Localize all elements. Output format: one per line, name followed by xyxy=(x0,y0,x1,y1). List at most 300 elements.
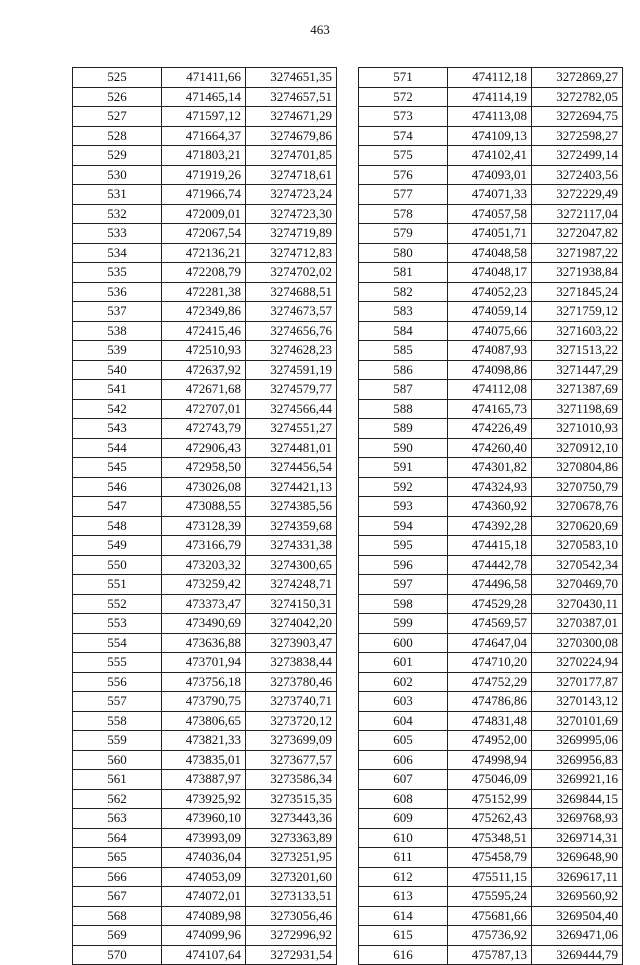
y-coordinate-cell: 3274331,38 xyxy=(246,536,337,556)
table-row xyxy=(359,87,623,107)
y-coordinate-cell: 3273251,95 xyxy=(246,848,337,868)
y-coordinate-cell: 3270678,76 xyxy=(532,497,623,517)
x-coordinate-cell: 472510,93 xyxy=(162,341,246,361)
point-number-cell: 562 xyxy=(73,789,162,809)
x-coordinate-cell: 474109,13 xyxy=(448,126,532,146)
y-coordinate-cell: 3273677,57 xyxy=(246,750,337,770)
table-row xyxy=(359,887,623,907)
table-row xyxy=(73,126,337,146)
table-row xyxy=(73,185,337,205)
point-number-cell: 587 xyxy=(359,380,448,400)
point-number-cell: 565 xyxy=(73,848,162,868)
x-coordinate-cell: 472906,43 xyxy=(162,438,246,458)
point-number-cell: 545 xyxy=(73,458,162,478)
y-coordinate-cell: 3274673,57 xyxy=(246,302,337,322)
y-coordinate-cell: 3274481,01 xyxy=(246,438,337,458)
y-coordinate-cell: 3273740,71 xyxy=(246,692,337,712)
x-coordinate-cell: 473756,18 xyxy=(162,672,246,692)
x-coordinate-cell: 474831,48 xyxy=(448,711,532,731)
table-row xyxy=(359,926,623,946)
table-row xyxy=(73,672,337,692)
table-row xyxy=(359,263,623,283)
x-coordinate-cell: 473993,09 xyxy=(162,828,246,848)
y-coordinate-cell: 3273056,46 xyxy=(246,906,337,926)
y-coordinate-cell: 3269995,06 xyxy=(532,731,623,751)
table-row xyxy=(73,516,337,536)
y-coordinate-cell: 3272931,54 xyxy=(246,945,337,965)
point-number-cell: 607 xyxy=(359,770,448,790)
table-row xyxy=(359,360,623,380)
point-number-cell: 558 xyxy=(73,711,162,731)
table-row xyxy=(73,282,337,302)
x-coordinate-cell: 474051,71 xyxy=(448,224,532,244)
y-coordinate-cell: 3271010,93 xyxy=(532,419,623,439)
point-number-cell: 555 xyxy=(73,653,162,673)
point-number-cell: 606 xyxy=(359,750,448,770)
point-number-cell: 549 xyxy=(73,536,162,556)
x-coordinate-cell: 474093,01 xyxy=(448,165,532,185)
y-coordinate-cell: 3274042,20 xyxy=(246,614,337,634)
point-number-cell: 576 xyxy=(359,165,448,185)
point-number-cell: 578 xyxy=(359,204,448,224)
x-coordinate-cell: 475511,15 xyxy=(448,867,532,887)
y-coordinate-cell: 3269956,83 xyxy=(532,750,623,770)
table-row xyxy=(73,945,337,965)
x-coordinate-cell: 473925,92 xyxy=(162,789,246,809)
y-coordinate-cell: 3274628,23 xyxy=(246,341,337,361)
point-number-cell: 541 xyxy=(73,380,162,400)
point-number-cell: 547 xyxy=(73,497,162,517)
x-coordinate-cell: 474415,18 xyxy=(448,536,532,556)
x-coordinate-cell: 474710,20 xyxy=(448,653,532,673)
table-row xyxy=(359,165,623,185)
y-coordinate-cell: 3269471,06 xyxy=(532,926,623,946)
x-coordinate-cell: 472281,38 xyxy=(162,282,246,302)
y-coordinate-cell: 3270750,79 xyxy=(532,477,623,497)
table-row xyxy=(73,477,337,497)
table-row xyxy=(73,770,337,790)
point-number-cell: 601 xyxy=(359,653,448,673)
y-coordinate-cell: 3273515,35 xyxy=(246,789,337,809)
point-number-cell: 560 xyxy=(73,750,162,770)
x-coordinate-cell: 473259,42 xyxy=(162,575,246,595)
x-coordinate-cell: 474786,86 xyxy=(448,692,532,712)
y-coordinate-cell: 3274248,71 xyxy=(246,575,337,595)
point-number-cell: 563 xyxy=(73,809,162,829)
table-row xyxy=(73,224,337,244)
point-number-cell: 528 xyxy=(73,126,162,146)
y-coordinate-cell: 3273720,12 xyxy=(246,711,337,731)
x-coordinate-cell: 473373,47 xyxy=(162,594,246,614)
table-row xyxy=(73,165,337,185)
y-coordinate-cell: 3274671,29 xyxy=(246,107,337,127)
table-row xyxy=(359,185,623,205)
table-row xyxy=(73,243,337,263)
point-number-cell: 530 xyxy=(73,165,162,185)
point-number-cell: 614 xyxy=(359,906,448,926)
table-row xyxy=(359,146,623,166)
point-number-cell: 611 xyxy=(359,848,448,868)
x-coordinate-cell: 472671,68 xyxy=(162,380,246,400)
table-row xyxy=(73,731,337,751)
y-coordinate-cell: 3273699,09 xyxy=(246,731,337,751)
table-row xyxy=(73,633,337,653)
x-coordinate-cell: 472136,21 xyxy=(162,243,246,263)
point-number-cell: 544 xyxy=(73,438,162,458)
x-coordinate-cell: 474071,33 xyxy=(448,185,532,205)
table-row xyxy=(359,399,623,419)
point-number-cell: 592 xyxy=(359,477,448,497)
table-row xyxy=(73,809,337,829)
y-coordinate-cell: 3269714,31 xyxy=(532,828,623,848)
table-row xyxy=(73,887,337,907)
y-coordinate-cell: 3274651,35 xyxy=(246,68,337,88)
y-coordinate-cell: 3270143,12 xyxy=(532,692,623,712)
y-coordinate-cell: 3270387,01 xyxy=(532,614,623,634)
y-coordinate-cell: 3273586,34 xyxy=(246,770,337,790)
y-coordinate-cell: 3272229,49 xyxy=(532,185,623,205)
x-coordinate-cell: 474057,58 xyxy=(448,204,532,224)
y-coordinate-cell: 3271387,69 xyxy=(532,380,623,400)
x-coordinate-cell: 474360,92 xyxy=(448,497,532,517)
point-number-cell: 533 xyxy=(73,224,162,244)
x-coordinate-cell: 472009,01 xyxy=(162,204,246,224)
x-coordinate-cell: 474075,66 xyxy=(448,321,532,341)
table-row xyxy=(359,692,623,712)
point-number-cell: 557 xyxy=(73,692,162,712)
point-number-cell: 586 xyxy=(359,360,448,380)
table-row xyxy=(359,711,623,731)
table-row xyxy=(359,282,623,302)
y-coordinate-cell: 3273363,89 xyxy=(246,828,337,848)
y-coordinate-cell: 3272782,05 xyxy=(532,87,623,107)
table-row xyxy=(73,68,337,88)
y-coordinate-cell: 3273903,47 xyxy=(246,633,337,653)
table-row xyxy=(73,750,337,770)
y-coordinate-cell: 3271845,24 xyxy=(532,282,623,302)
y-coordinate-cell: 3273838,44 xyxy=(246,653,337,673)
table-row xyxy=(359,302,623,322)
table-row xyxy=(359,321,623,341)
y-coordinate-cell: 3274579,77 xyxy=(246,380,337,400)
table-row xyxy=(73,906,337,926)
y-coordinate-cell: 3269560,92 xyxy=(532,887,623,907)
x-coordinate-cell: 475458,79 xyxy=(448,848,532,868)
table-row xyxy=(73,302,337,322)
point-number-cell: 579 xyxy=(359,224,448,244)
table-row xyxy=(73,497,337,517)
table-row xyxy=(359,809,623,829)
table-row xyxy=(359,945,623,965)
y-coordinate-cell: 3271759,12 xyxy=(532,302,623,322)
table-row xyxy=(359,633,623,653)
table-row xyxy=(73,653,337,673)
y-coordinate-cell: 3274657,51 xyxy=(246,87,337,107)
x-coordinate-cell: 474087,93 xyxy=(448,341,532,361)
y-coordinate-cell: 3270300,08 xyxy=(532,633,623,653)
x-coordinate-cell: 473835,01 xyxy=(162,750,246,770)
y-coordinate-cell: 3274701,85 xyxy=(246,146,337,166)
x-coordinate-cell: 471597,12 xyxy=(162,107,246,127)
table-row xyxy=(359,770,623,790)
x-coordinate-cell: 472208,79 xyxy=(162,263,246,283)
x-coordinate-cell: 473128,39 xyxy=(162,516,246,536)
x-coordinate-cell: 471966,74 xyxy=(162,185,246,205)
point-number-cell: 551 xyxy=(73,575,162,595)
x-coordinate-cell: 473636,88 xyxy=(162,633,246,653)
y-coordinate-cell: 3269504,40 xyxy=(532,906,623,926)
point-number-cell: 590 xyxy=(359,438,448,458)
point-number-cell: 608 xyxy=(359,789,448,809)
point-number-cell: 532 xyxy=(73,204,162,224)
y-coordinate-cell: 3270804,86 xyxy=(532,458,623,478)
x-coordinate-cell: 475348,51 xyxy=(448,828,532,848)
y-coordinate-cell: 3270583,10 xyxy=(532,536,623,556)
y-coordinate-cell: 3269648,90 xyxy=(532,848,623,868)
y-coordinate-cell: 3274719,89 xyxy=(246,224,337,244)
y-coordinate-cell: 3271513,22 xyxy=(532,341,623,361)
point-number-cell: 582 xyxy=(359,282,448,302)
x-coordinate-cell: 473203,32 xyxy=(162,555,246,575)
x-coordinate-cell: 474089,98 xyxy=(162,906,246,926)
point-number-cell: 567 xyxy=(73,887,162,907)
x-coordinate-cell: 473701,94 xyxy=(162,653,246,673)
point-number-cell: 525 xyxy=(73,68,162,88)
y-coordinate-cell: 3269444,79 xyxy=(532,945,623,965)
point-number-cell: 564 xyxy=(73,828,162,848)
table-row xyxy=(359,419,623,439)
table-row xyxy=(359,536,623,556)
x-coordinate-cell: 474113,08 xyxy=(448,107,532,127)
x-coordinate-cell: 474301,82 xyxy=(448,458,532,478)
point-number-cell: 616 xyxy=(359,945,448,965)
x-coordinate-cell: 474112,08 xyxy=(448,380,532,400)
y-coordinate-cell: 3274712,83 xyxy=(246,243,337,263)
point-number-cell: 612 xyxy=(359,867,448,887)
x-coordinate-cell: 473806,65 xyxy=(162,711,246,731)
point-number-cell: 531 xyxy=(73,185,162,205)
table-row xyxy=(359,789,623,809)
table-row xyxy=(359,380,623,400)
x-coordinate-cell: 473166,79 xyxy=(162,536,246,556)
point-number-cell: 610 xyxy=(359,828,448,848)
x-coordinate-cell: 474442,78 xyxy=(448,555,532,575)
x-coordinate-cell: 474998,94 xyxy=(448,750,532,770)
y-coordinate-cell: 3270912,10 xyxy=(532,438,623,458)
table-row xyxy=(73,360,337,380)
point-number-cell: 597 xyxy=(359,575,448,595)
x-coordinate-cell: 472958,50 xyxy=(162,458,246,478)
point-number-cell: 602 xyxy=(359,672,448,692)
point-number-cell: 542 xyxy=(73,399,162,419)
x-coordinate-cell: 474952,00 xyxy=(448,731,532,751)
y-coordinate-cell: 3273443,36 xyxy=(246,809,337,829)
y-coordinate-cell: 3274688,51 xyxy=(246,282,337,302)
point-number-cell: 571 xyxy=(359,68,448,88)
y-coordinate-cell: 3274656,76 xyxy=(246,321,337,341)
point-number-cell: 598 xyxy=(359,594,448,614)
coordinates-table-left xyxy=(72,67,337,965)
table-row xyxy=(359,477,623,497)
table-row xyxy=(73,419,337,439)
y-coordinate-cell: 3272403,56 xyxy=(532,165,623,185)
y-coordinate-cell: 3272869,27 xyxy=(532,68,623,88)
table-row xyxy=(73,926,337,946)
table-row xyxy=(73,399,337,419)
x-coordinate-cell: 474053,09 xyxy=(162,867,246,887)
page-number: 463 xyxy=(310,22,330,37)
point-number-cell: 588 xyxy=(359,399,448,419)
y-coordinate-cell: 3272499,14 xyxy=(532,146,623,166)
y-coordinate-cell: 3274551,27 xyxy=(246,419,337,439)
x-coordinate-cell: 473821,33 xyxy=(162,731,246,751)
table-row xyxy=(73,87,337,107)
point-number-cell: 540 xyxy=(73,360,162,380)
table-row xyxy=(73,146,337,166)
x-coordinate-cell: 474260,40 xyxy=(448,438,532,458)
table-row xyxy=(73,321,337,341)
table-row xyxy=(359,672,623,692)
x-coordinate-cell: 474048,17 xyxy=(448,263,532,283)
x-coordinate-cell: 474752,29 xyxy=(448,672,532,692)
y-coordinate-cell: 3274591,19 xyxy=(246,360,337,380)
point-number-cell: 552 xyxy=(73,594,162,614)
table-row xyxy=(73,692,337,712)
table-row xyxy=(73,341,337,361)
table-row xyxy=(359,614,623,634)
x-coordinate-cell: 472349,86 xyxy=(162,302,246,322)
x-coordinate-cell: 474048,58 xyxy=(448,243,532,263)
y-coordinate-cell: 3274421,13 xyxy=(246,477,337,497)
x-coordinate-cell: 474114,19 xyxy=(448,87,532,107)
x-coordinate-cell: 474072,01 xyxy=(162,887,246,907)
x-coordinate-cell: 472637,92 xyxy=(162,360,246,380)
y-coordinate-cell: 3271447,29 xyxy=(532,360,623,380)
point-number-cell: 596 xyxy=(359,555,448,575)
table-row xyxy=(73,789,337,809)
y-coordinate-cell: 3274456,54 xyxy=(246,458,337,478)
table-row xyxy=(73,594,337,614)
point-number-cell: 603 xyxy=(359,692,448,712)
point-number-cell: 613 xyxy=(359,887,448,907)
point-number-cell: 526 xyxy=(73,87,162,107)
point-number-cell: 561 xyxy=(73,770,162,790)
point-number-cell: 569 xyxy=(73,926,162,946)
point-number-cell: 566 xyxy=(73,867,162,887)
point-number-cell: 591 xyxy=(359,458,448,478)
table-row xyxy=(359,516,623,536)
table-row xyxy=(359,243,623,263)
y-coordinate-cell: 3273780,46 xyxy=(246,672,337,692)
point-number-cell: 605 xyxy=(359,731,448,751)
table-row xyxy=(73,614,337,634)
point-number-cell: 535 xyxy=(73,263,162,283)
y-coordinate-cell: 3272047,82 xyxy=(532,224,623,244)
point-number-cell: 573 xyxy=(359,107,448,127)
x-coordinate-cell: 474392,28 xyxy=(448,516,532,536)
y-coordinate-cell: 3273201,60 xyxy=(246,867,337,887)
table-row xyxy=(359,848,623,868)
point-number-cell: 583 xyxy=(359,302,448,322)
table-row xyxy=(73,711,337,731)
y-coordinate-cell: 3272694,75 xyxy=(532,107,623,127)
y-coordinate-cell: 3269768,93 xyxy=(532,809,623,829)
table-row xyxy=(359,750,623,770)
y-coordinate-cell: 3269617,11 xyxy=(532,867,623,887)
y-coordinate-cell: 3270177,87 xyxy=(532,672,623,692)
table-row xyxy=(359,731,623,751)
table-row xyxy=(73,107,337,127)
y-coordinate-cell: 3272598,27 xyxy=(532,126,623,146)
point-number-cell: 584 xyxy=(359,321,448,341)
table-row xyxy=(73,380,337,400)
x-coordinate-cell: 474647,04 xyxy=(448,633,532,653)
point-number-cell: 568 xyxy=(73,906,162,926)
table-row xyxy=(359,341,623,361)
x-coordinate-cell: 475046,09 xyxy=(448,770,532,790)
x-coordinate-cell: 474099,96 xyxy=(162,926,246,946)
table-row xyxy=(359,68,623,88)
y-coordinate-cell: 3274359,68 xyxy=(246,516,337,536)
y-coordinate-cell: 3273133,51 xyxy=(246,887,337,907)
y-coordinate-cell: 3271198,69 xyxy=(532,399,623,419)
x-coordinate-cell: 473088,55 xyxy=(162,497,246,517)
x-coordinate-cell: 474569,57 xyxy=(448,614,532,634)
y-coordinate-cell: 3274702,02 xyxy=(246,263,337,283)
table-row xyxy=(73,828,337,848)
y-coordinate-cell: 3271987,22 xyxy=(532,243,623,263)
x-coordinate-cell: 472743,79 xyxy=(162,419,246,439)
y-coordinate-cell: 3269844,15 xyxy=(532,789,623,809)
x-coordinate-cell: 475681,66 xyxy=(448,906,532,926)
point-number-cell: 600 xyxy=(359,633,448,653)
y-coordinate-cell: 3274300,65 xyxy=(246,555,337,575)
table-row xyxy=(73,204,337,224)
point-number-cell: 594 xyxy=(359,516,448,536)
x-coordinate-cell: 474102,41 xyxy=(448,146,532,166)
point-number-cell: 572 xyxy=(359,87,448,107)
x-coordinate-cell: 471803,21 xyxy=(162,146,246,166)
point-number-cell: 536 xyxy=(73,282,162,302)
y-coordinate-cell: 3274150,31 xyxy=(246,594,337,614)
point-number-cell: 599 xyxy=(359,614,448,634)
table-row xyxy=(73,263,337,283)
table-row xyxy=(73,536,337,556)
x-coordinate-cell: 471465,14 xyxy=(162,87,246,107)
x-coordinate-cell: 475152,99 xyxy=(448,789,532,809)
table-row xyxy=(73,458,337,478)
x-coordinate-cell: 473960,10 xyxy=(162,809,246,829)
x-coordinate-cell: 475262,43 xyxy=(448,809,532,829)
y-coordinate-cell: 3274723,24 xyxy=(246,185,337,205)
x-coordinate-cell: 475736,92 xyxy=(448,926,532,946)
table-row xyxy=(359,555,623,575)
table-row xyxy=(359,126,623,146)
table-row xyxy=(359,828,623,848)
y-coordinate-cell: 3274679,86 xyxy=(246,126,337,146)
table-row xyxy=(359,107,623,127)
point-number-cell: 609 xyxy=(359,809,448,829)
table-row xyxy=(73,555,337,575)
x-coordinate-cell: 473887,97 xyxy=(162,770,246,790)
point-number-cell: 550 xyxy=(73,555,162,575)
x-coordinate-cell: 474529,28 xyxy=(448,594,532,614)
y-coordinate-cell: 3270430,11 xyxy=(532,594,623,614)
table-row xyxy=(359,867,623,887)
x-coordinate-cell: 473490,69 xyxy=(162,614,246,634)
x-coordinate-cell: 472415,46 xyxy=(162,321,246,341)
point-number-cell: 593 xyxy=(359,497,448,517)
